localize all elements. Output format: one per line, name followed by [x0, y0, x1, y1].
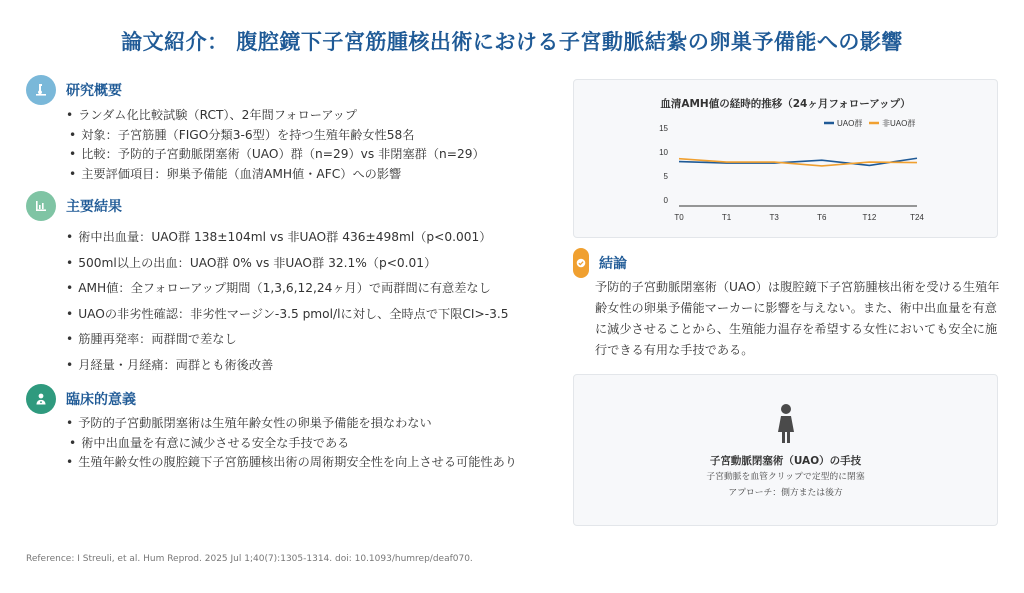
microscope-icon — [26, 75, 56, 105]
list-item: • UAOの非劣性確認：非劣性マージン-3.5 pmol/lに対し、全時点で下限CI>-3.5 — [66, 302, 508, 328]
technique-title: 子宮動脈閉塞術（UAO）の手技 — [709, 455, 862, 467]
x-tick-label: T12 — [862, 213, 877, 222]
list-item: • 対象：子宮筋腫（FIGO分類3-6型）を持つ生殖年齢女性58名 — [66, 126, 485, 146]
x-tick-label: T0 — [674, 213, 684, 222]
x-tick-label: T3 — [769, 213, 779, 222]
female-figure-icon — [772, 403, 800, 445]
conclusion-title: 結論 — [599, 256, 627, 272]
list-item: • AMH値：全フォローアップ期間（1,3,6,12,24ヶ月）で両群間に有意差なし — [66, 276, 508, 302]
list-item: • 術中出血量：UAO群 138±104ml vs 非UAO群 436±498ml（p<0.001） — [66, 225, 508, 251]
doctor-icon — [26, 384, 56, 414]
list-item: • 比較：予防的子宮動脈閉塞術（UAO）群（n=29）vs 非閉塞群（n=29） — [66, 145, 485, 165]
page-title: 論文紹介： 腹腔鏡下子宮筋腫核出術における子宮動脈結紮の卵巣予備能への影響 — [121, 30, 903, 54]
technique-card — [573, 374, 998, 526]
list-item: • 500ml以上の出血：UAO群 0% vs 非UAO群 32.1%（p<0.01） — [66, 251, 508, 277]
overview-title: 研究概要 — [66, 83, 122, 99]
list-item: • ランダム化比較試験（RCT）、2年間フォローアップ — [66, 106, 485, 126]
legend-label: 非UAO群 — [882, 119, 916, 128]
conclusion-text: 予防的子宮動脈閉塞術（UAO）は腹腔鏡下子宮筋腫核出術を受ける生殖年齢女性の卵巣予備能マーカーに影響を与えない。また、術中出血量を有意に減少させることから、生殖能力温存を希望する女性においても安全に施行できる有用な手技である。 — [595, 280, 1000, 357]
results-section — [26, 192, 508, 378]
list-item: • 術中出血量を有意に減少させる安全な手技である — [66, 434, 517, 454]
list-item: • 生殖年齢女性の腹腔鏡下子宮筋腫核出術の周術期安全性を向上させる可能性あり — [66, 453, 517, 473]
list-item: • 主要評価項目：卵巣予備能（血清AMH値・AFC）への影響 — [66, 165, 485, 185]
technique-description: 子宮動脈を血管クリップで定型的に閉塞 — [706, 472, 865, 482]
list-item: • 筋腫再発率：両群間で差なし — [66, 327, 508, 353]
results-title: 主要結果 — [66, 199, 122, 215]
y-tick-label: 0 — [663, 196, 668, 205]
x-tick-label: T6 — [817, 213, 827, 222]
x-tick-label: T24 — [910, 213, 924, 222]
overview-list — [66, 106, 485, 184]
clinical-title: 臨床的意義 — [66, 392, 136, 408]
amh-chart-card — [573, 79, 998, 238]
bar-chart-icon — [26, 191, 56, 221]
y-tick-label: 5 — [663, 172, 668, 181]
conclusion-section — [573, 250, 1003, 361]
y-tick-label: 10 — [659, 148, 668, 157]
amh-line-chart — [574, 80, 999, 239]
results-list — [66, 225, 508, 378]
check-badge-icon — [573, 248, 589, 278]
reference: Reference: I Streuli, et al. Hum Reprod. 2025 Jul 1;40(7):1305-1314. doi: 10.1093/humrep/deaf070. — [26, 554, 473, 564]
overview-section — [26, 76, 485, 184]
list-item: • 予防的子宮動脈閉塞術は生殖年齢女性の卵巣予備能を損なわない — [66, 414, 517, 434]
list-item: • 月経量・月経痛：両群とも術後改善 — [66, 353, 508, 379]
clinical-list — [66, 414, 517, 473]
chart-title: 血清AMH値の経時的推移（24ヶ月フォローアップ） — [660, 98, 911, 110]
technique-approach: アプローチ：側方または後方 — [728, 488, 843, 498]
legend-label: UAO群 — [837, 119, 863, 128]
y-tick-label: 15 — [659, 124, 668, 133]
x-tick-label: T1 — [721, 213, 732, 222]
clinical-section — [26, 385, 517, 473]
